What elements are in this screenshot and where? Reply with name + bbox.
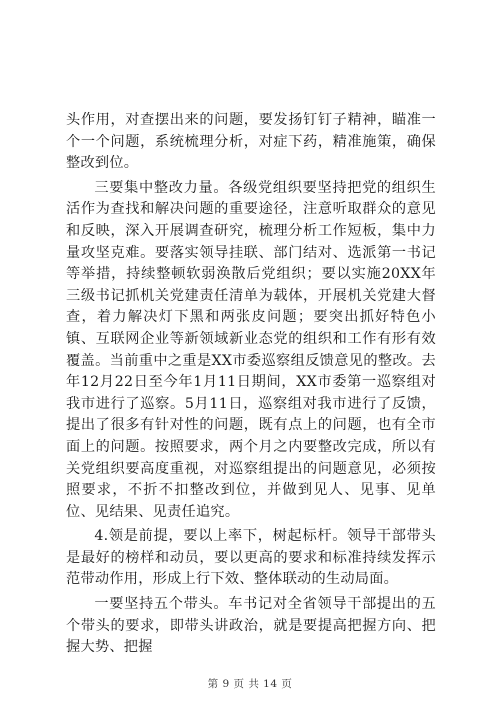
paragraph-five-leads: 一要坚持五个带头。车书记对全省领导干部提出的五个带头的要求，即带头讲政治，就是要提高把握方向、把握大势、把握 [66,596,436,656]
document-body [66,110,436,659]
paragraph-continuation: 头作用，对查摆出来的问题，要发扬钉钉子精神，瞄准一个一个问题，系统梳理分析，对症下药，精准施策，确保整改到位。 [66,112,436,172]
paragraph-rectification-force: 三要集中整改力量。各级党组织要坚持把党的组织生活作为查找和解决问题的重要途径，注意听取群众的意见和反映，深入开展调查研究，梳理分析工作短板，集中力量攻坚克难。要落实领导挂联、部门结对、选派第一书记等举措，持续整顿软弱涣散后党组织；要以实施20XX年三级书记抓机关党建责任清单为载体，开展机关党建大督查，着力解决灯下黑和两张皮问题；要突出抓好特色小镇、互联网企业等新领域新业态党的组织和工作有形有效覆盖。当前重中之重是XX市委巡察组反馈意见的整改。去年12月22日至今年1月11日期间，XX市委第一巡察组对我市进行了巡察。5月11日，巡察组对我市进行了反馈，提出了很多有针对性的问题，既有点上的问题，也有全市面上的问题。按照要求，两个月之内要整改完成，所以有关党组织要高度重视，对巡察组提出的问题意见，必须按照要求，不折不扣整改到位，并做到见人、见事、见单位、见结果、见责任追究。 [66,179,436,520]
paragraph-leadership-example: 4.领是前提，要以上率下，树起标杆。领导干部带头是最好的榜样和动员，要以更高的要求和标准持续发挥示范带动作用，形成上行下效、整体联动的生动局面。 [66,528,436,588]
page-number-footer: 第 9 页 共 14 页 [207,678,293,690]
